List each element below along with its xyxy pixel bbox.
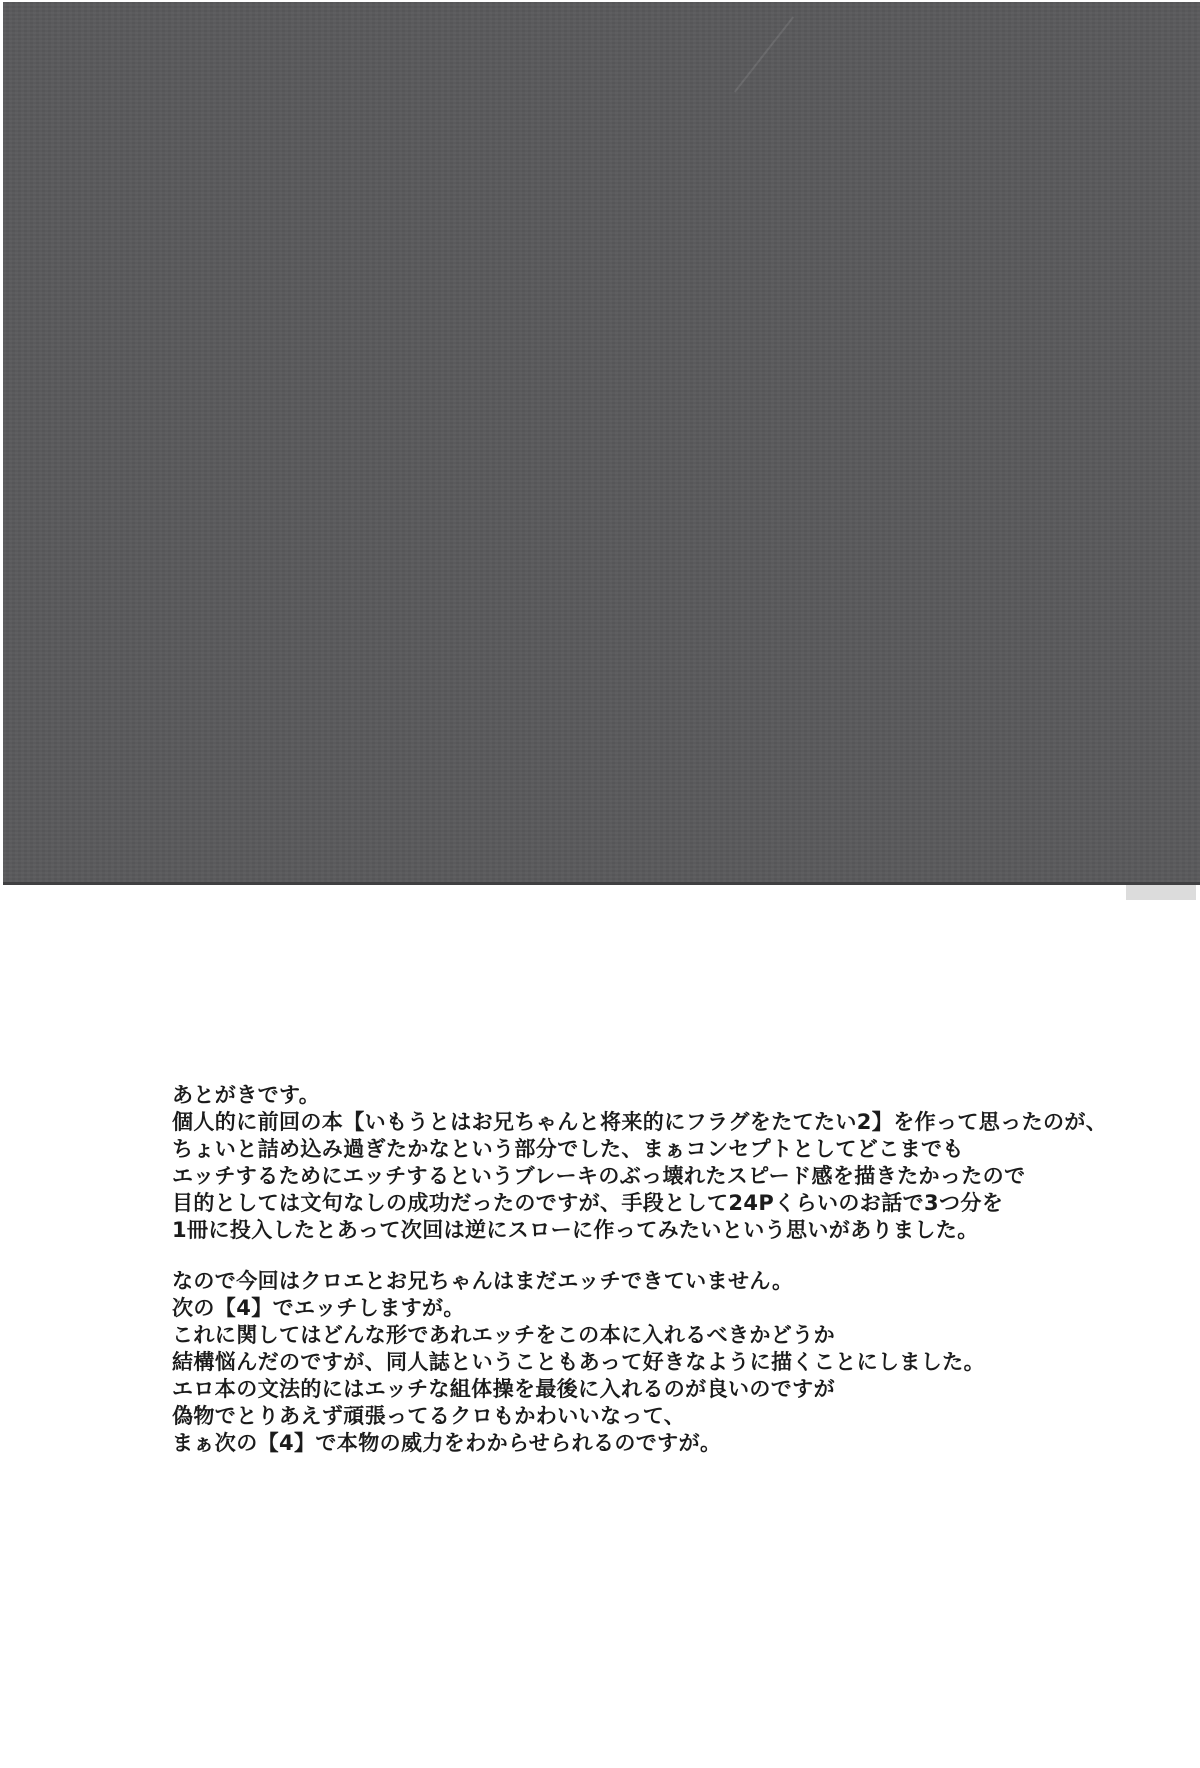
afterword-line: なので今回はクロエとお兄ちゃんはまだエッチできていません。 [172,1269,794,1293]
afterword-line: 目的としては文句なしの成功だったのですが、手段として24Pくらいのお話で3つ分を [172,1191,1004,1215]
afterword-text-block [172,1082,1107,1457]
censored-image-block [3,2,1200,885]
afterword-line: 次の【4】でエッチしますが。 [172,1296,465,1320]
scan-crease-artifact [734,16,794,92]
paragraph-gap [172,1244,1107,1268]
afterword-line: 1冊に投入したとあって次回は逆にスローに作ってみたいという思いがありました。 [172,1218,979,1242]
scan-edge-smudge [1126,885,1196,900]
afterword-line: エッチするためにエッチするというブレーキのぶっ壊れたスピード感を描きたかったので [172,1164,1026,1188]
afterword-line: ちょいと詰め込み過ぎたかなという部分でした、まぁコンセプトとしてどこまでも [172,1137,964,1161]
afterword-line: 個人的に前回の本【いもうとはお兄ちゃんと将来的にフラグをたてたい2】を作って思ったのが、 [172,1110,1108,1134]
afterword-line: 偽物でとりあえず頑張ってるクロもかわいいなって、 [172,1404,686,1428]
afterword-line: これに関してはどんな形であれエッチをこの本に入れるべきかどうか [172,1323,835,1347]
afterword-line: まぁ次の【4】で本物の威力をわからせられるのですが。 [172,1431,722,1455]
afterword-line: あとがきです。 [172,1083,321,1107]
afterword-line: エロ本の文法的にはエッチな組体操を最後に入れるのが良いのですが [172,1377,835,1401]
afterword-line: 結構悩んだのですが、同人誌ということもあって好きなように描くことにしました。 [172,1350,985,1374]
